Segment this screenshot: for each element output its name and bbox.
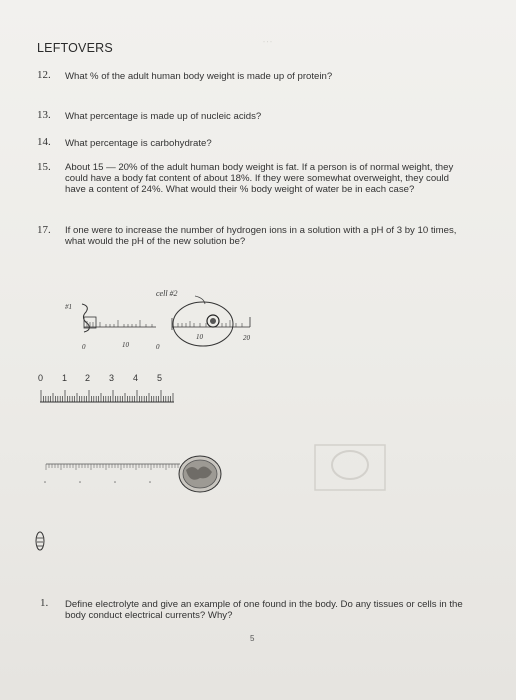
scale1-tick-0: 0	[82, 343, 86, 351]
cell1-label: #1	[65, 303, 72, 311]
doodle-mark	[34, 530, 46, 552]
question-number: 13.	[37, 109, 51, 121]
ruler-number: 4	[133, 373, 139, 383]
ruler-number: 2	[85, 373, 91, 383]
ocular-scale-diagram	[60, 290, 260, 350]
ruler-number: 0	[38, 373, 44, 383]
question-text: If one were to increase the number of hydrogen ions in a solution with a pH of 3 by 10 times, what would the pH of the new solution be?	[65, 225, 457, 248]
question-text: What percentage is carbohydrate?	[65, 138, 212, 149]
question-number: 1.	[40, 597, 49, 609]
section-title: LEFTOVERS	[37, 41, 113, 55]
question-number: 15.	[37, 161, 51, 173]
question-number: 12.	[37, 69, 51, 81]
ruler-number: 3	[109, 373, 115, 383]
scale2-tick-0: 0	[156, 343, 160, 351]
ruler	[40, 385, 175, 405]
bleed-through-shape	[315, 440, 395, 500]
ruler-number: 5	[157, 373, 163, 383]
scale1-tick-10: 10	[122, 341, 129, 349]
question-text: Define electrolyte and give an example of one found in the body. Do any tissues or cells in the body conduct electrical currents? Why?	[65, 599, 463, 622]
question-number: 14.	[37, 136, 51, 148]
ruler-number: 1	[62, 373, 68, 383]
question-text: About 15 — 20% of the adult human body weight is fat. If a person is of normal weight, they could have a body fat content of about 18%. If they were somewhat overweight, they could have a content of 24%. What would their % body weight of water be in each case?	[65, 162, 454, 196]
question-text: What percentage is made up of nucleic acids?	[65, 111, 262, 122]
scale2-tick-10: 10	[196, 333, 203, 341]
page-number: 5	[250, 634, 255, 643]
question-number: 17.	[37, 224, 51, 236]
question-text: What % of the adult human body weight is made up of protein?	[65, 71, 333, 82]
faint-scale-diagram	[40, 458, 230, 508]
bleed-through-text: …	[262, 38, 273, 50]
scale2-tick-20: 20	[243, 334, 250, 342]
cell2-label: cell #2	[156, 289, 178, 298]
